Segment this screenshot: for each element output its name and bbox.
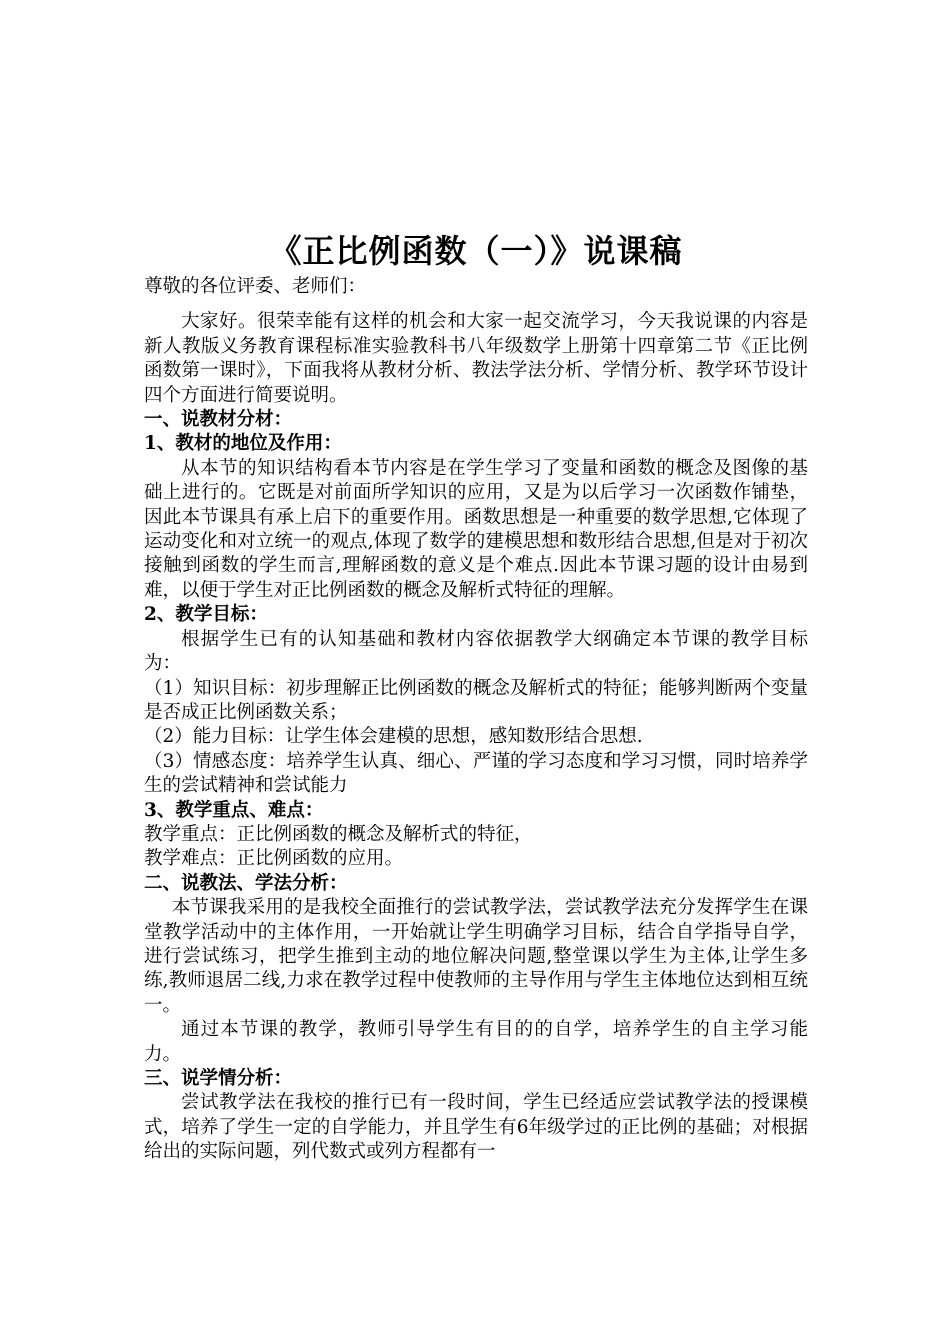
key-point: 教学重点：正比例函数的概念及解析式的特征， [144, 823, 533, 845]
section-3-heading: 三、说学情分析： [144, 1068, 293, 1089]
difficulty-point: 教学难点：正比例函数的应用。 [144, 848, 404, 870]
subsection-1-1-text: 从本节的知识结构看本节内容是在学生学习了变量和函数的概念及图像的基础上进行的。它既是对前面所学知识的应用，又是为以后学习一次函数作铺垫，因此本节课具有承上启下的重要作用。函数思想是一种重要的数学思想,它体现了运动变化和对立统一的观点,体现了数学的建模思想和数形结合思想,但是对于初次接触到函数的学生而言,理解函数的意义是个难点.因此本节课习题的设计由易到难，以便于学生对正比例函数的概念及解析式特征的理解。 [144, 457, 808, 601]
document-title: 《正比例函数（一）》说课稿 [269, 232, 683, 270]
goal-attitude: （3）情感态度：培养学生认真、细心、严谨的学习态度和学习习惯，同时培养学生的尝试精神和尝试能力 [144, 750, 808, 797]
section-2-paragraph-1: 本节课我采用的是我校全面推行的尝试教学法，尝试教学法充分发挥学生在课堂教学活动中的主体作用，一开始就让学生明确学习目标，结合自学指导自学，进行尝试练习，把学生推到主动的地位解决问题,整堂课以学生为主体,让学生多练,教师退居二线,力求在教学过程中使教师的主导作用与学生主体地位达到相互统一。 [144, 897, 808, 1016]
subsection-1-3-heading: 3、教学重点、难点： [144, 799, 324, 821]
section-3-paragraph-1: 尝试教学法在我校的推行已有一段时间，学生已经适应尝试教学法的授课模式，培养了学生一定的自学能力，并且学生有6年级学过的正比例的基础；对根据给出的实际问题，列代数式或列方程都有一 [144, 1092, 808, 1163]
subsection-1-2-heading: 2、教学目标： [144, 604, 268, 626]
subsection-1-2-text: 根据学生已有的认知基础和教材内容依据教学大纲确定本节课的教学目标为： [144, 628, 808, 675]
section-2-paragraph-2: 通过本节课的教学，教师引导学生有目的的自学，培养学生的自主学习能力。 [144, 1019, 808, 1065]
subsection-1-1-heading: 1、教材的地位及作用： [144, 433, 342, 455]
document-page [144, 228, 808, 1165]
section-2-heading: 二、说教法、学法分析： [144, 872, 348, 894]
goal-knowledge: （1）知识目标：初步理解正比例函数的概念及解析式的特征；能够判断两个变量是否成正比例函数关系； [144, 677, 808, 723]
salutation: 尊敬的各位评委、老师们： [144, 276, 367, 297]
intro-paragraph: 大家好。很荣幸能有这样的机会和大家一起交流学习，今天我说课的内容是新人教版义务教育课程标准实验教科书八年级数学上册第十四章第二节《正比例函数第一课时》，下面我将从教材分析、教法学法分析、学情分析、教学环节设计四个方面进行简要说明。 [144, 311, 808, 406]
section-1-heading: 一、说教材分材： [144, 409, 293, 431]
goal-ability: （2）能力目标：让学生体会建模的思想，感知数形结合思想. [144, 726, 643, 748]
